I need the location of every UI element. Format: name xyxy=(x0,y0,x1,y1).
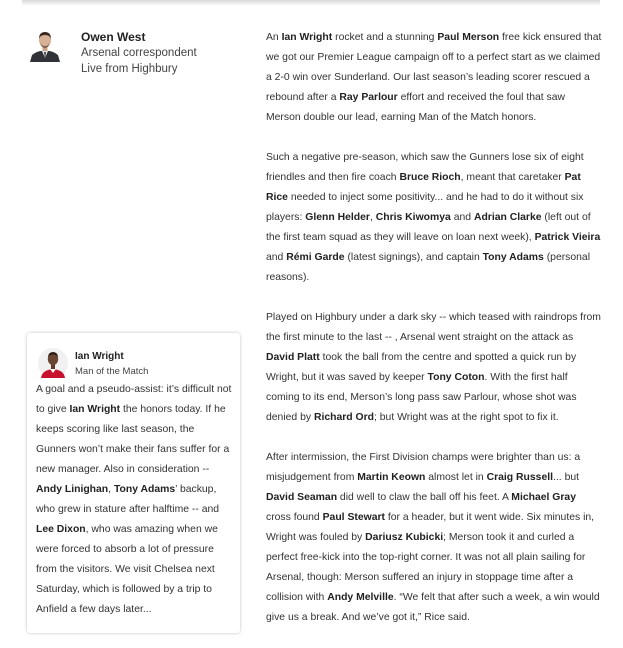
player-name: Andy Melville xyxy=(327,592,394,603)
text-run: ’ backup, who grew in stature after halftime -- and xyxy=(36,484,220,515)
top-divider xyxy=(22,0,600,6)
player-name: Ray Parlour xyxy=(339,92,398,103)
text-run: A goal and a pseudo-assist: it’s difficult not to give xyxy=(36,384,232,415)
player-name: Chris Kiwomya xyxy=(375,212,451,223)
text-run: , who was amazing when we were forced to absorb a lot of pressure from the visitors. We visit Chelsea next Saturday, which is followed by a trip to Anfield a few days later... xyxy=(36,524,218,615)
text-run: An xyxy=(266,32,282,43)
text-run: After intermission, the First Division champs were brighter than us: a misjudgement from xyxy=(266,452,581,483)
player-name: Pat Rice xyxy=(266,172,581,203)
text-run: , meant that caretaker xyxy=(460,172,565,183)
text-run: Such a negative pre-season, which saw the Gunners lose six of eight friendles and then fire coach xyxy=(266,152,584,183)
article-paragraph xyxy=(266,448,602,628)
player-name: Tony Coton xyxy=(427,372,485,383)
text-run: and xyxy=(450,212,474,223)
author-block xyxy=(28,28,258,88)
motm-title: Man of the Match xyxy=(75,366,149,377)
player-name: David Seaman xyxy=(266,492,338,503)
text-run: ; but Wright was at the right spot to fix it. xyxy=(374,412,559,423)
text-run: ... but xyxy=(553,472,580,483)
text-run: rocket and a stunning xyxy=(332,32,438,43)
player-name: Paul Stewart xyxy=(322,512,385,523)
text-run: and xyxy=(266,252,287,263)
text-run: (latest signings), and captain xyxy=(344,252,483,263)
author-name: Owen West xyxy=(81,30,146,44)
player-name: Michael Gray xyxy=(511,492,576,503)
text-run: effort and received the foul that saw Merson double our lead, earning Man of the Match honors. xyxy=(266,92,566,123)
player-name: Bruce Rioch xyxy=(399,172,461,183)
player-name: Richard Ord xyxy=(313,412,374,423)
player-name: Patrick Vieira xyxy=(534,232,601,243)
player-avatar-icon xyxy=(38,348,68,378)
text-run: the honors today. If he keeps scoring like last season, the Gunners won’t make their fans suffer for a new manager. Also in consideration -- xyxy=(36,404,230,475)
player-name: Martin Keown xyxy=(357,472,426,483)
text-run: . “We felt that after such a week, a win would give us a break. And we’ve got it,” Rice said. xyxy=(266,592,600,623)
man-of-the-match-card xyxy=(27,333,240,633)
article-body xyxy=(266,28,602,648)
author-role: Arsenal correspondent xyxy=(81,47,197,59)
motm-text xyxy=(36,380,236,620)
text-run: took the ball from the centre and spotted a quick run by Wright, but it was saved by keeper xyxy=(266,352,577,383)
player-name: Dariusz Kubicki xyxy=(365,532,444,543)
text-run: almost let in xyxy=(425,472,487,483)
player-name: Ian Wright xyxy=(69,404,121,415)
text-run: did well to claw the ball off his feet. A xyxy=(337,492,512,503)
player-name: Paul Merson xyxy=(437,32,500,43)
text-run: ; Merson took it and curled a perfect free-kick into the top-right corner. It was not all plain sailing for Arsenal, though: Merson suffered an injury in stoppage time after a collision with xyxy=(266,532,586,603)
text-run: (left out of the first team squad as they will leave on loan next week), xyxy=(266,212,591,243)
player-name: Craig Russell xyxy=(486,472,554,483)
text-run: free kick ensured that we got our Premier League campaign off to a perfect start as we claimed a 2-0 win over Sunderland. Our last season’s leading scorer rescued a rebound after a xyxy=(266,32,602,103)
author-location: Live from Highbury xyxy=(81,63,178,75)
text-run: , xyxy=(108,484,114,495)
person-avatar-icon xyxy=(28,28,62,62)
text-run: needed to inject some positivity... and he had to do it without six players: xyxy=(266,192,584,223)
text-run: Played on Highbury under a dark sky -- which teased with raindrops from the first minute to the last -- , Arsenal went straight on the attack as xyxy=(266,312,601,343)
player-name: Tony Adams xyxy=(482,252,544,263)
motm-player-name: Ian Wright xyxy=(75,351,124,362)
article-paragraph xyxy=(266,308,602,428)
player-name: Tony Adams xyxy=(113,484,176,495)
player-name: Rémi Garde xyxy=(286,252,345,263)
player-name: Adrian Clarke xyxy=(473,212,542,223)
article-paragraph xyxy=(266,28,602,128)
player-name: Glenn Helder xyxy=(305,212,370,223)
player-name: Ian Wright xyxy=(281,32,333,43)
player-name: Lee Dixon xyxy=(36,524,86,535)
text-run: (personal reasons). xyxy=(266,252,591,283)
player-name: David Platt xyxy=(266,352,320,363)
text-run: , xyxy=(369,212,376,223)
text-run: cross found xyxy=(266,512,323,523)
player-name: Andy Linighan xyxy=(36,484,109,495)
article-paragraph xyxy=(266,148,602,288)
text-run: . With the first half coming to its end, Merson’s long pass saw Parlour, whose shot was denied by xyxy=(266,372,577,423)
text-run: for a header, but it went wide. Six minutes in, Wright was fouled by xyxy=(266,512,595,543)
